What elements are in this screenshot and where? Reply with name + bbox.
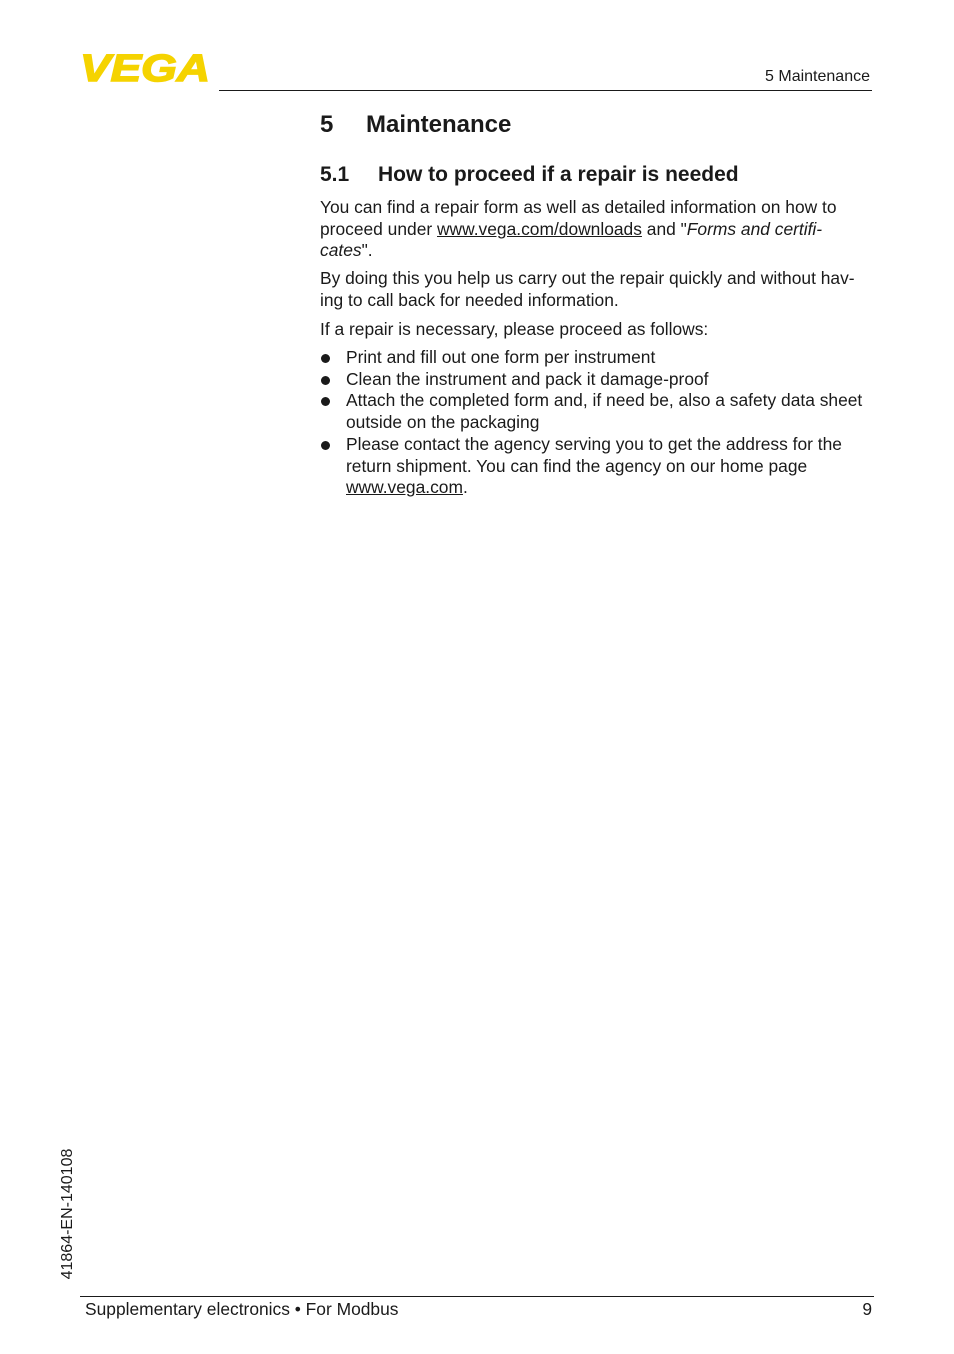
paragraph-text: ". xyxy=(361,240,373,261)
list-item xyxy=(320,347,872,369)
section-number: 5.1 xyxy=(320,163,350,186)
chapter-heading xyxy=(320,111,511,139)
bullet-icon xyxy=(321,397,330,406)
chapter-number: 5 xyxy=(320,111,334,138)
downloads-link[interactable]: www.vega.com/downloads xyxy=(437,218,642,239)
list-item-text: Attach the completed form and, if need be, also a safety data sheet outside on the packaging xyxy=(346,390,863,433)
bullet-icon xyxy=(321,376,330,385)
list-item-text: . xyxy=(462,477,468,498)
header-divider xyxy=(219,90,872,91)
section-title: How to proceed if a repair is needed xyxy=(378,163,739,186)
vega-logo xyxy=(80,50,212,84)
logo-text: VEGA xyxy=(80,50,210,84)
repair-steps-list xyxy=(320,347,872,499)
chapter-title: Maintenance xyxy=(366,111,512,138)
paragraph-quick-repair: By doing this you help us carry out the repair quickly and without hav-ing to call back for needed information. xyxy=(320,268,855,310)
list-item xyxy=(320,390,872,433)
bullet-icon xyxy=(321,354,330,363)
section-heading xyxy=(320,163,739,187)
home-page-link[interactable]: www.vega.com xyxy=(346,477,463,498)
list-item xyxy=(320,369,872,391)
running-header-section: 5 Maintenance xyxy=(765,68,870,85)
list-item-text: Please contact the agency serving you to get the address for the return shipment. You can find the agency on our home page xyxy=(346,433,842,476)
document-code: 41864-EN-140108 xyxy=(59,1148,76,1280)
list-item-text: Clean the instrument and pack it damage-proof xyxy=(346,368,709,389)
bullet-icon xyxy=(321,441,330,450)
list-item xyxy=(320,434,872,499)
footer-divider xyxy=(80,1296,874,1297)
footer-document-title: Supplementary electronics • For Modbus xyxy=(85,1299,399,1319)
paragraph-text: and " xyxy=(641,218,687,239)
page-number: 9 xyxy=(862,1299,872,1319)
forms-certificates-italic: Forms and certifi-cates xyxy=(320,218,823,261)
paragraph-text: You can find a repair form as well as detailed information on how to proceed under xyxy=(320,197,837,239)
paragraph-repair-form xyxy=(320,197,872,262)
paragraph-proceed: If a repair is necessary, please proceed as follows: xyxy=(320,319,709,339)
list-item-text: Print and fill out one form per instrument xyxy=(346,347,656,367)
